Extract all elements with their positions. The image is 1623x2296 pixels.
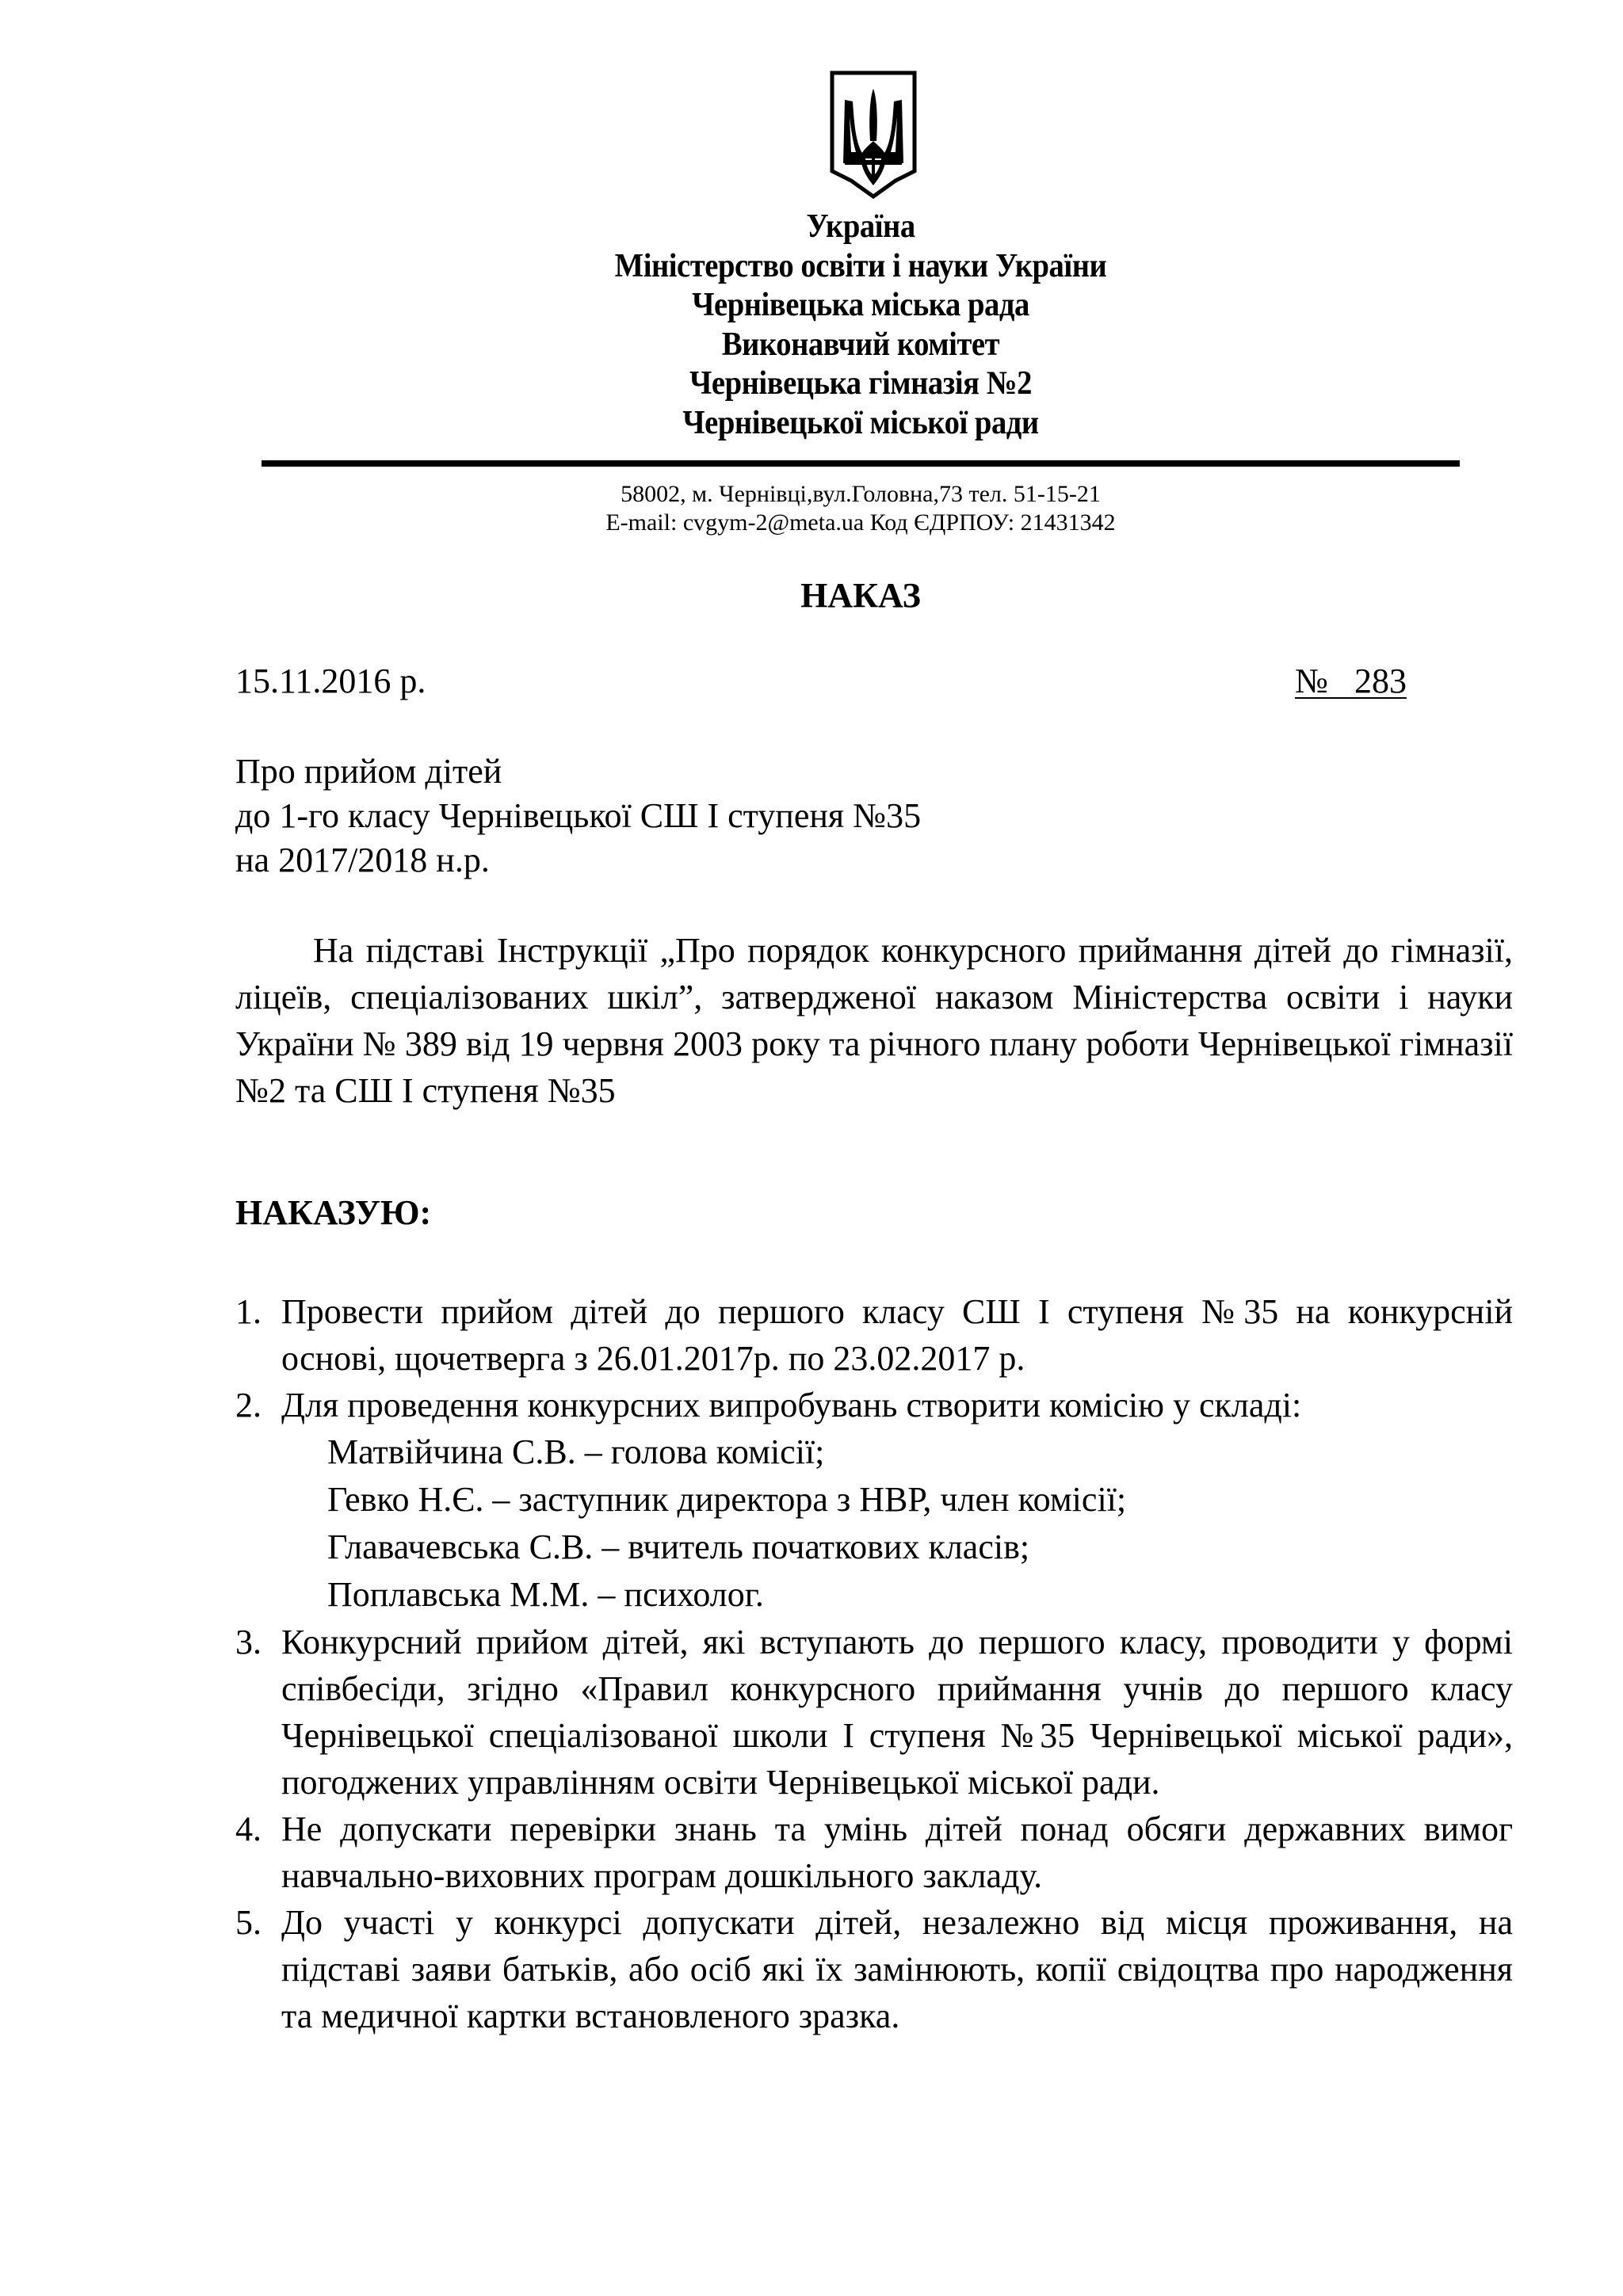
order-directive-heading: НАКАЗУЮ: (235, 1193, 432, 1232)
order-item (235, 1899, 1513, 2039)
order-items-list (235, 1288, 1513, 2039)
order-item-text: Не допускати перевірки знань та умінь дітей понад обсяги державних вимог навчально-виховних програм дошкільного закладу. (281, 1810, 1513, 1895)
order-item-text: Конкурсний прийом дітей, які вступають до першого класу, проводити у формі співбесіди, згідно «Правил конкурсного приймання учнів до першого класу Чернівецької спеціалізованої школи І ступеня №35 Чернівецької міської ради», погоджених управлінням освіти Чернівецької міської ради. (281, 1623, 1513, 1802)
commission-member: Гевко Н.Є. – заступник директора з НВР, член комісії; (327, 1480, 1127, 1519)
order-item-text: Провести прийом дітей до першого класу СШ І ступеня №35 на конкурсній основі, щочетверга з 26.01.2017р. по 23.02.2017 р. (281, 1292, 1513, 1378)
order-item-number: 3. (235, 1623, 262, 1661)
letterhead-school: Чернівецька гімназія №2 (689, 365, 1032, 402)
letterhead-divider (262, 460, 1460, 467)
contact-address: 58002, м. Чернівці,вул.Головна,73 тел. 51-15-21 (621, 481, 1101, 507)
order-item (235, 1288, 1513, 1382)
order-item-text: Для проведення конкурсних випробувань створити комісію у складі: (281, 1386, 1302, 1425)
contact-email-code: E-mail: cvgym-2@meta.ua Код ЄДРПОУ: 21431342 (605, 509, 1116, 536)
letterhead-executive-committee: Виконавчий комітет (721, 326, 1000, 363)
subject-line: на 2017/2018 н.р. (235, 841, 490, 879)
order-item-number: 2. (235, 1386, 262, 1425)
letterhead-city-council: Чернівецька міська рада (692, 287, 1029, 323)
order-item (235, 1806, 1513, 1899)
letterhead-school-council: Чернівецької міської ради (682, 404, 1039, 441)
order-subject (235, 749, 921, 883)
commission-member: Поплавська М.М. – психолог. (327, 1575, 764, 1614)
commission-member: Матвійчина С.В. – голова комісії; (327, 1432, 825, 1471)
contact-info (262, 480, 1460, 537)
order-item-number: 4. (235, 1810, 262, 1848)
preamble-paragraph: На підставі Інструкції „Про порядок конкурсного приймання дітей до гімназії, ліцеїв, спеціалізованих шкіл”, затвердженої наказом Міністерства освіти і науки України № 389 від 19 червня 2003 року та річного плану роботи Чернівецької гімназії №2 та СШ І ступеня №35 (235, 931, 1513, 1110)
order-item-number: 1. (235, 1292, 262, 1331)
order-item-text: До участі у конкурсі допускати дітей, незалежно від місця проживання, на підставі заяви батьків, або осіб які їх замінюють, копії свідоцтва про народження та медичної картки встановленого зразка. (281, 1903, 1513, 2035)
commission-members-list (281, 1428, 1513, 1619)
order-item (235, 1382, 1513, 1619)
document-title: НАКАЗ (800, 576, 921, 615)
subject-line: Про прийом дітей (235, 752, 502, 791)
order-number: № 283 (1295, 662, 1407, 700)
letterhead-country: Україна (806, 208, 915, 245)
letterhead (309, 208, 1411, 443)
order-item-number: 5. (235, 1903, 262, 1942)
subject-line: до 1-го класу Чернівецької СШ І ступеня №35 (235, 796, 922, 835)
trident-coat-of-arms-icon (829, 70, 918, 200)
letterhead-ministry: Міністерство освіти і науки України (614, 247, 1107, 284)
commission-member: Главачевська С.В. – вчитель початкових класів; (327, 1527, 1030, 1566)
order-item (235, 1619, 1513, 1806)
order-date: 15.11.2016 р. (235, 662, 426, 700)
